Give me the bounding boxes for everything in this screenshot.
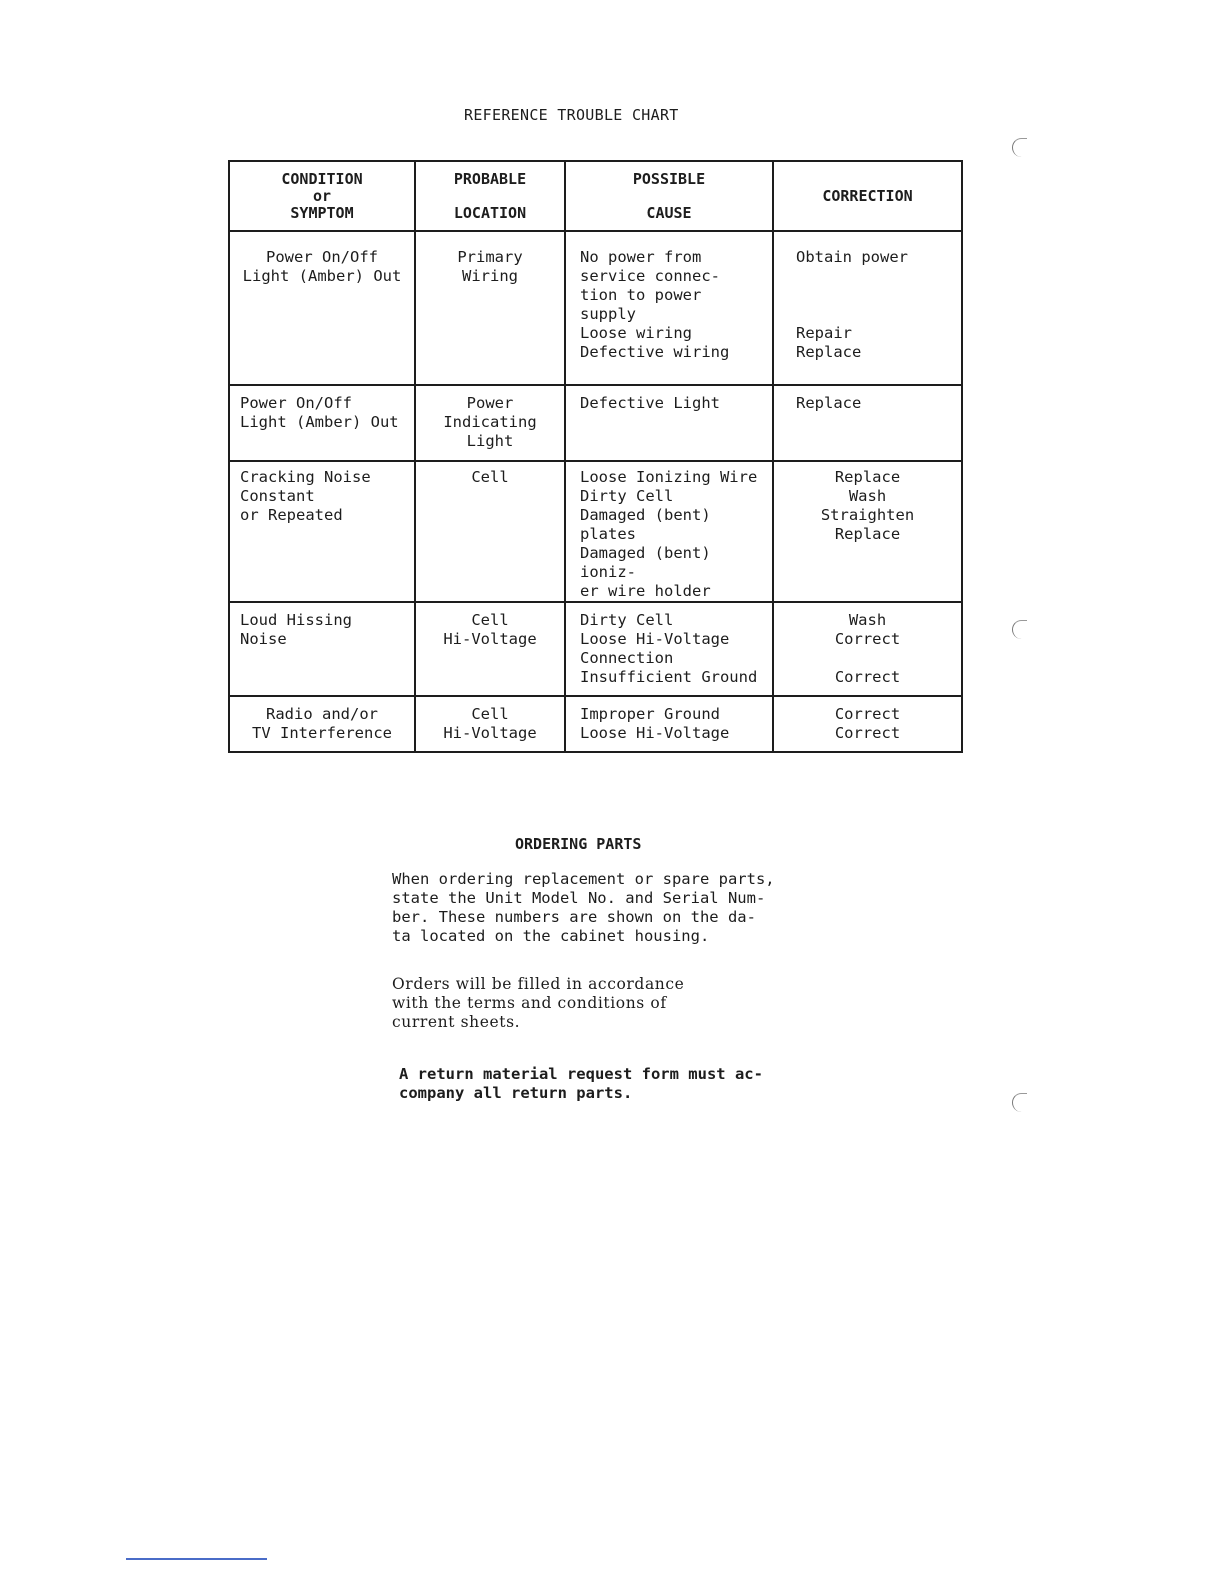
- cell-correction: Obtain power Repair Replace: [773, 231, 962, 385]
- footer-rule: [126, 1558, 267, 1560]
- cell-correction: Replace Wash Straighten Replace: [773, 461, 962, 602]
- return-notice: A return material request form must ac- company all return parts.: [399, 1065, 763, 1102]
- table-row: [229, 461, 962, 602]
- cell-condition: Loud Hissing Noise: [229, 602, 415, 696]
- binder-hole-mark: [1012, 138, 1027, 157]
- ordering-parts-heading: ORDERING PARTS: [515, 835, 642, 853]
- cell-cause: Defective Light: [565, 385, 773, 461]
- cell-location: Cell Hi-Voltage: [415, 696, 565, 752]
- cell-condition: Cracking Noise Constant or Repeated: [229, 461, 415, 602]
- table-row: [229, 231, 962, 385]
- table-row: [229, 696, 962, 752]
- table-header-row: [229, 161, 962, 231]
- binder-hole-mark: [1012, 620, 1027, 639]
- header-location: PROBABLE LOCATION: [415, 161, 565, 231]
- cell-correction: Wash Correct Correct: [773, 602, 962, 696]
- cell-location: Cell Hi-Voltage: [415, 602, 565, 696]
- cell-cause: Dirty Cell Loose Hi-Voltage Connection Insufficient Ground: [565, 602, 773, 696]
- cell-cause: Loose Ionizing Wire Dirty Cell Damaged (bent) plates Damaged (bent) ioniz- er wire holder: [565, 461, 773, 602]
- cell-correction: Correct Correct: [773, 696, 962, 752]
- cell-cause: Improper Ground Loose Hi-Voltage: [565, 696, 773, 752]
- cell-location: Cell: [415, 461, 565, 602]
- trouble-chart-table: [228, 160, 963, 753]
- header-condition: CONDITION or SYMPTOM: [229, 161, 415, 231]
- table-row: [229, 385, 962, 461]
- binder-hole-mark: [1012, 1093, 1027, 1112]
- chart-title: REFERENCE TROUBLE CHART: [464, 106, 679, 124]
- cell-location: Power Indicating Light: [415, 385, 565, 461]
- cell-condition: Power On/Off Light (Amber) Out: [229, 231, 415, 385]
- cell-cause: No power from service connec- tion to power supply Loose wiring Defective wiring: [565, 231, 773, 385]
- cell-correction: Replace: [773, 385, 962, 461]
- cell-condition: Radio and/or TV Interference: [229, 696, 415, 752]
- ordering-paragraph: When ordering replacement or spare parts, state the Unit Model No. and Serial Num- ber. These numbers are shown on the da- ta located on the cabinet housing.: [392, 870, 775, 945]
- ordering-paragraph: Orders will be filled in accordance with the terms and conditions of current sheets.: [392, 975, 685, 1031]
- table-row: [229, 602, 962, 696]
- header-cause: POSSIBLE CAUSE: [565, 161, 773, 231]
- cell-location: Primary Wiring: [415, 231, 565, 385]
- cell-condition: Power On/Off Light (Amber) Out: [229, 385, 415, 461]
- header-correction: CORRECTION: [773, 161, 962, 231]
